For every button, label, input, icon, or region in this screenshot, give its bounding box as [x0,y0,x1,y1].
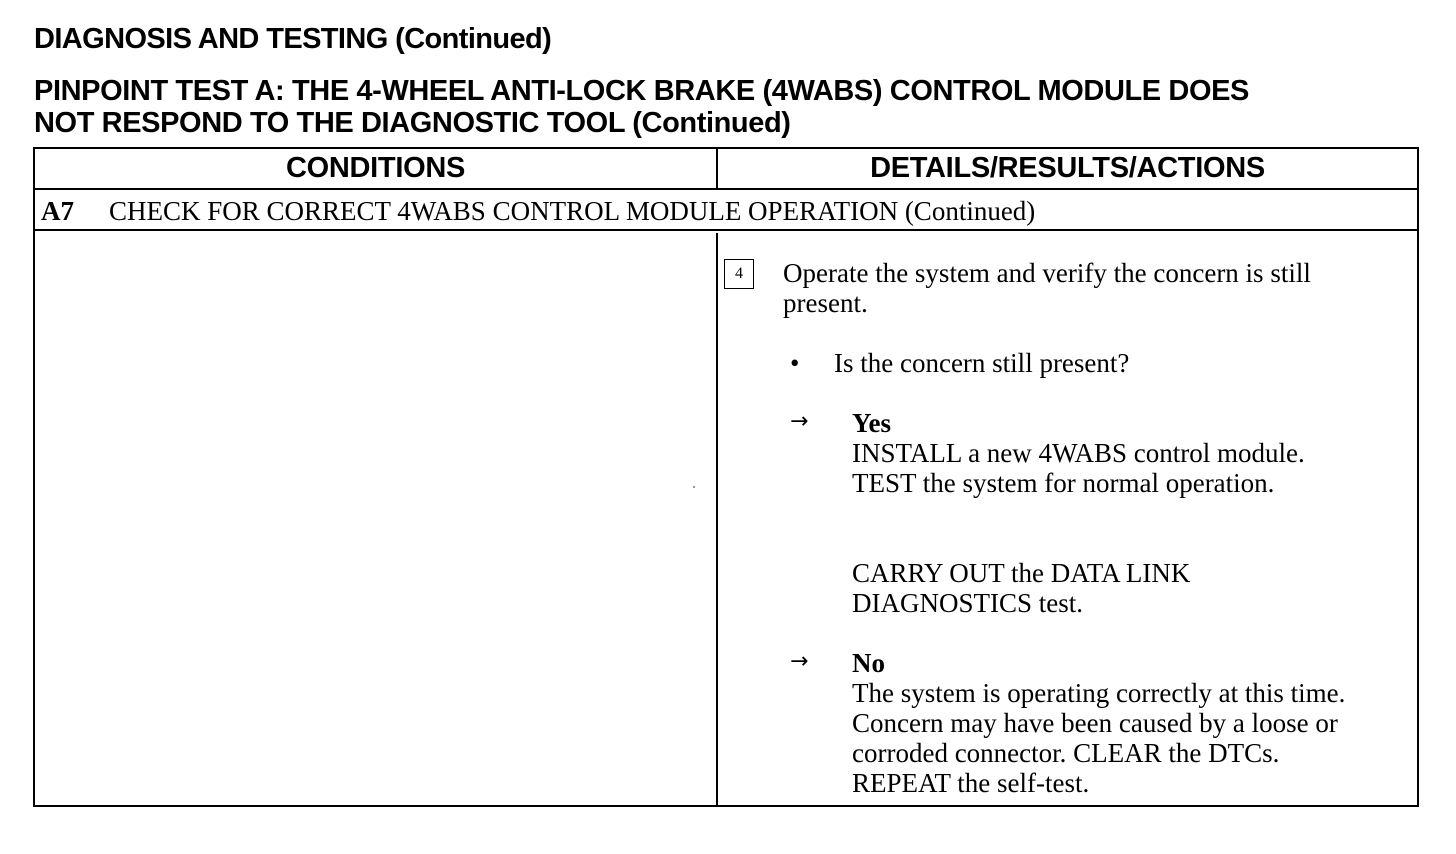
instruction-text: Operate the system and verify the concern is still present. [783,258,1311,318]
section-title: DIAGNOSIS AND TESTING (Continued) [34,23,552,55]
header-rule [35,188,1417,190]
yes-line: INSTALL a new 4WABS control module. [852,438,1305,468]
substep-number-box: 4 [724,259,754,289]
pinpoint-test-title [34,75,1249,139]
step-row [41,193,1035,229]
step-rule [35,229,1417,231]
no-label: No [852,648,885,678]
column-divider-body [716,233,718,805]
no-answer [852,648,1412,798]
no-line: Concern may have been caused by a loose or [852,708,1338,738]
yes-line: CARRY OUT the DATA LINK [852,558,1191,588]
yes-label: Yes [852,408,891,438]
no-line: REPEAT the self-test. [852,768,1090,798]
test-title-line-1: PINPOINT TEST A: THE 4-WHEEL ANTI-LOCK BRAKE (4WABS) CONTROL MODULE DOES [34,75,1249,107]
bullet-icon: • [790,348,800,378]
details-column-header: DETAILS/RESULTS/ACTIONS [870,152,1265,184]
yes-line: DIAGNOSTICS test. [852,588,1084,618]
question-text: Is the concern still present? [834,348,1130,378]
column-divider [716,149,718,190]
question-row [790,348,1129,378]
yes-line: TEST the system for normal operation. [852,468,1275,498]
no-line: The system is operating correctly at this time. [852,678,1346,708]
yes-arrow-icon: → [790,409,809,434]
conditions-column-header: CONDITIONS [285,152,466,184]
step-id: A7 [41,195,74,226]
no-line: corroded connector. CLEAR the DTCs. [852,738,1280,768]
test-title-line-2: NOT RESPOND TO THE DIAGNOSTIC TOOL (Continued) [34,107,791,139]
step-title: CHECK FOR CORRECT 4WABS CONTROL MODULE OPERATION (Continued) [109,195,1036,226]
no-arrow-icon: → [790,649,809,674]
yes-answer [852,408,1412,618]
scan-speck [693,486,695,488]
